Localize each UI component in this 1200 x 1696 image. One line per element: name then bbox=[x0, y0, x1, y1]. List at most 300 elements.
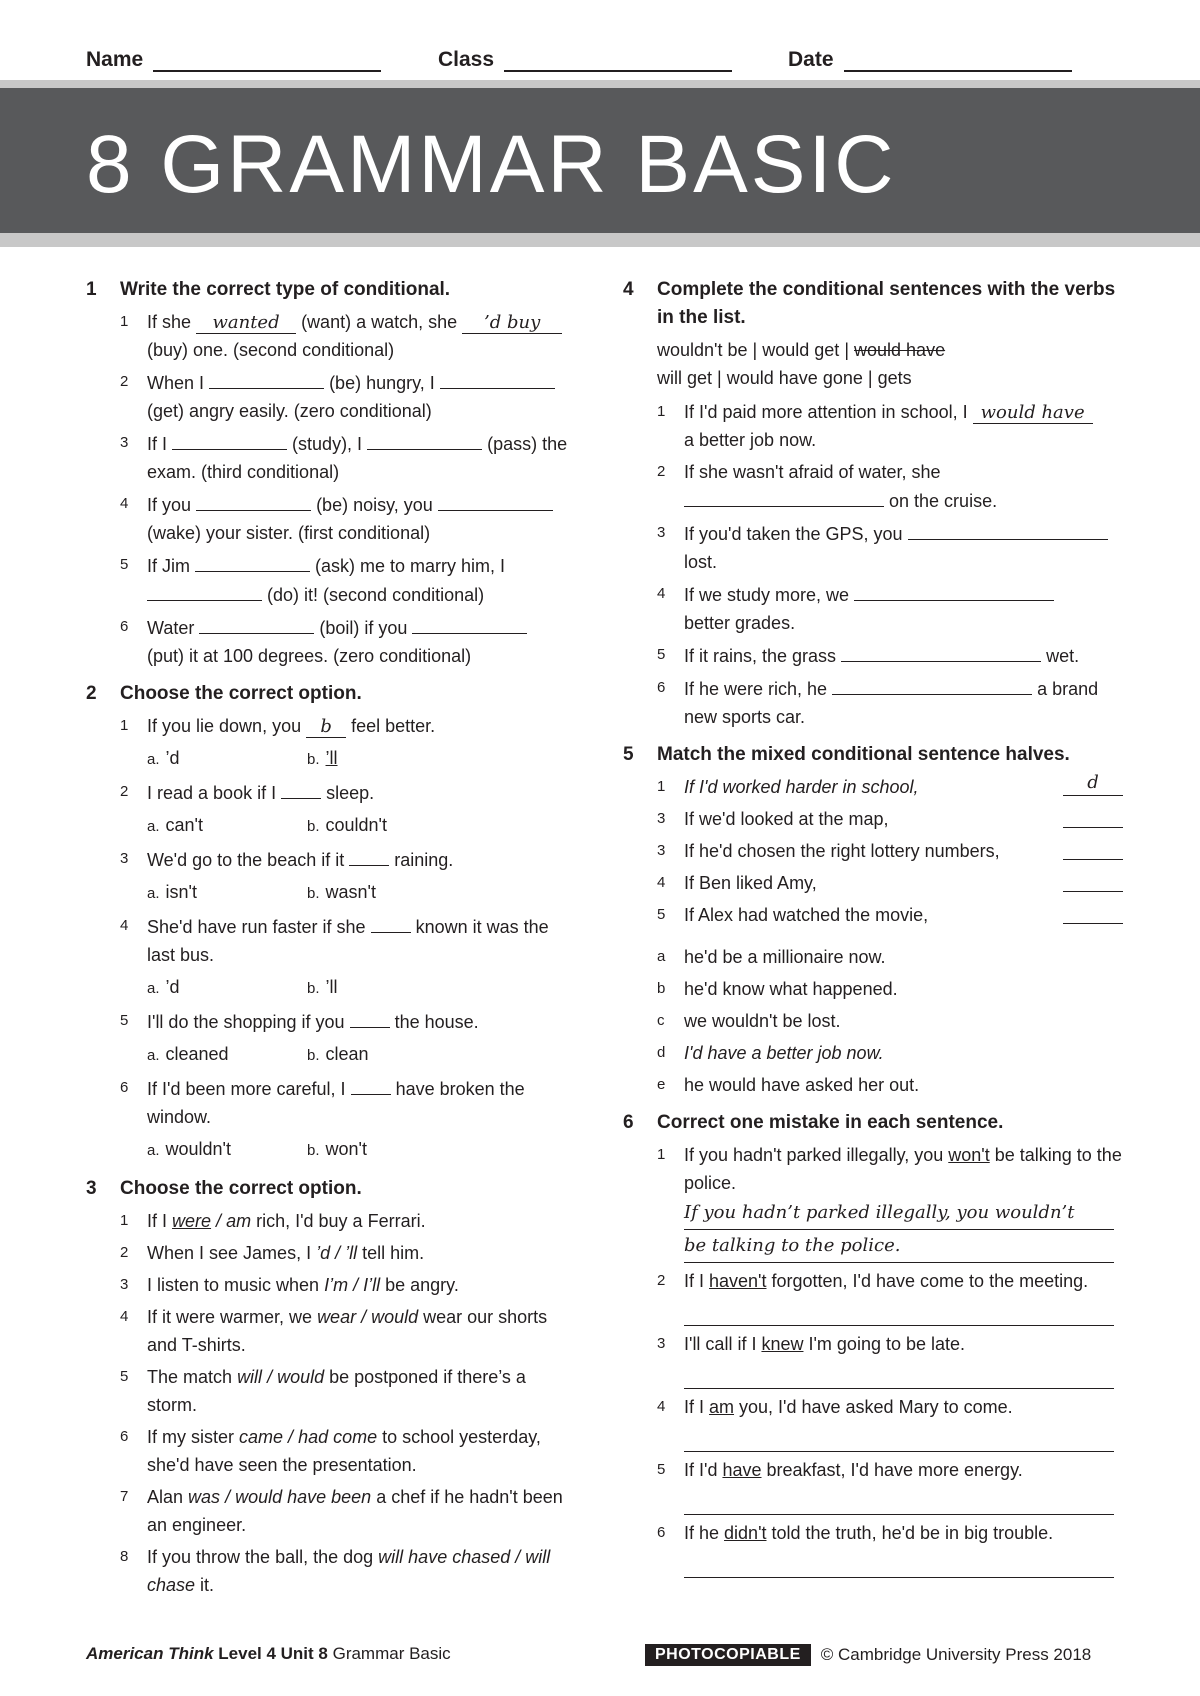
match-half bbox=[657, 975, 1123, 1003]
answer-blank[interactable]: would have bbox=[973, 403, 1093, 424]
item-text: If you bbox=[147, 495, 192, 515]
item-text: a brand new sports car. bbox=[684, 679, 1099, 727]
answer-blank[interactable] bbox=[195, 551, 310, 572]
option-letter: b. bbox=[307, 980, 320, 997]
option-letter: a. bbox=[147, 885, 160, 902]
mistake-word: have bbox=[722, 1460, 762, 1480]
option-a[interactable] bbox=[147, 811, 307, 841]
question-item bbox=[120, 1303, 576, 1359]
answer-line[interactable] bbox=[684, 1358, 1114, 1389]
page-title: 8 GRAMMAR BASIC bbox=[86, 119, 897, 210]
item-number: 6 bbox=[657, 679, 666, 696]
item-text: If she bbox=[147, 312, 192, 332]
mistake-word: haven't bbox=[709, 1271, 767, 1291]
item-text: (be) hungry, I bbox=[329, 373, 435, 393]
answer-line[interactable] bbox=[684, 1547, 1114, 1578]
option-row bbox=[120, 1135, 576, 1165]
exercise-title: Match the mixed conditional sentence halves. bbox=[657, 744, 1070, 765]
footer-copyright bbox=[645, 1644, 1091, 1666]
option-text: clean bbox=[325, 1044, 369, 1064]
item-text: a better job now. bbox=[684, 430, 817, 450]
item-text: (wake) your sister. (first conditional) bbox=[147, 523, 431, 543]
answer-blank[interactable] bbox=[209, 368, 324, 389]
word-separator: | bbox=[752, 340, 758, 360]
option-word[interactable]: came bbox=[239, 1427, 284, 1447]
copyright-text: © Cambridge University Press 2018 bbox=[820, 1645, 1092, 1664]
item-text: If he'd chosen the right lottery numbers, bbox=[684, 841, 1000, 861]
match-half bbox=[657, 1039, 1123, 1067]
class-label: Class bbox=[438, 48, 495, 71]
question-item bbox=[120, 429, 576, 486]
match-item bbox=[657, 773, 1123, 801]
option-word[interactable]: I’ll bbox=[363, 1275, 381, 1295]
item-number: 4 bbox=[120, 917, 129, 934]
item-text: (ask) me to marry him, I bbox=[315, 556, 506, 576]
answer-blank[interactable] bbox=[172, 429, 287, 450]
option-row bbox=[120, 811, 576, 841]
item-number: 5 bbox=[120, 1368, 129, 1385]
question-item bbox=[120, 778, 576, 807]
item-text: If I'd worked harder in school, bbox=[684, 777, 919, 797]
option-letter: a. bbox=[147, 818, 160, 835]
question-item bbox=[657, 1330, 1123, 1389]
item-number: 4 bbox=[657, 874, 666, 891]
question-item bbox=[120, 368, 576, 425]
exercise-3 bbox=[86, 1175, 576, 1599]
question-item bbox=[657, 458, 1123, 515]
answer-blank[interactable] bbox=[1063, 901, 1123, 924]
option-separator: / bbox=[220, 1487, 236, 1507]
question-item bbox=[120, 551, 576, 609]
word-list bbox=[657, 336, 1123, 392]
item-text: I'm going to be late. bbox=[803, 1334, 966, 1354]
option-letter: a. bbox=[147, 980, 160, 997]
item-text: wear our shorts and T-shirts. bbox=[147, 1307, 548, 1355]
word-option: will get bbox=[657, 368, 713, 388]
item-number: 4 bbox=[120, 495, 129, 512]
item-text: sleep. bbox=[326, 783, 375, 803]
option-text: ’d bbox=[165, 748, 180, 768]
option-b[interactable] bbox=[307, 973, 467, 1003]
question-item bbox=[657, 1456, 1123, 1515]
option-text: ’ll bbox=[325, 748, 338, 768]
item-text: to school yesterday, she'd have seen the presentation. bbox=[147, 1427, 541, 1475]
question-item bbox=[120, 1543, 576, 1599]
question-item bbox=[120, 1271, 576, 1299]
option-separator: / bbox=[262, 1367, 278, 1387]
item-number: 6 bbox=[120, 618, 129, 635]
option-a[interactable] bbox=[147, 744, 307, 774]
item-number: 3 bbox=[657, 1335, 666, 1352]
match-half bbox=[657, 1007, 1123, 1035]
option-b[interactable] bbox=[307, 1135, 467, 1165]
option-word[interactable]: ’ll bbox=[345, 1243, 358, 1263]
half-text: he'd be a millionaire now. bbox=[684, 947, 886, 967]
item-text: breakfast, I'd have more energy. bbox=[761, 1460, 1023, 1480]
word-option: wouldn't be bbox=[657, 340, 748, 360]
item-number: 3 bbox=[120, 434, 129, 451]
answer-blank[interactable] bbox=[350, 1007, 390, 1028]
item-text: If I'd paid more attention in school, I bbox=[684, 402, 968, 422]
item-text: The match bbox=[147, 1367, 233, 1387]
option-word[interactable]: would have been bbox=[235, 1487, 372, 1507]
option-text: wasn't bbox=[325, 882, 376, 902]
answer-blank[interactable] bbox=[841, 641, 1041, 662]
exercise-title: Write the correct type of conditional. bbox=[120, 279, 451, 300]
option-a[interactable] bbox=[147, 1135, 307, 1165]
item-text: If you'd taken the GPS, you bbox=[684, 524, 903, 544]
half-text: he would have asked her out. bbox=[684, 1075, 920, 1095]
question-item bbox=[657, 674, 1123, 731]
item-text: If we'd looked at the map, bbox=[684, 809, 889, 829]
exercise-1 bbox=[86, 276, 576, 670]
exercise-number: 4 bbox=[623, 279, 634, 300]
exercise-number: 3 bbox=[86, 1178, 97, 1199]
item-text: If I'd been more careful, I bbox=[147, 1079, 346, 1099]
item-text: wet. bbox=[1046, 646, 1080, 666]
item-text: tell him. bbox=[357, 1243, 425, 1263]
answer-blank[interactable] bbox=[199, 613, 314, 634]
question-item bbox=[657, 580, 1123, 637]
item-text: If I bbox=[684, 1271, 710, 1291]
option-text: ’ll bbox=[325, 977, 338, 997]
item-text: (study), I bbox=[292, 434, 363, 454]
answer-blank[interactable] bbox=[440, 368, 555, 389]
left-column bbox=[86, 276, 576, 1609]
option-letter: b. bbox=[307, 751, 320, 768]
item-number: 5 bbox=[120, 556, 129, 573]
item-text: If my sister bbox=[147, 1427, 235, 1447]
item-text: (pass) the exam. (third conditional) bbox=[147, 434, 568, 482]
option-text: won't bbox=[325, 1139, 367, 1159]
answer-blank[interactable] bbox=[367, 429, 482, 450]
option-letter: b. bbox=[307, 1047, 320, 1064]
answer-line[interactable]: be talking to the police. bbox=[684, 1230, 1114, 1263]
item-text: If Ben liked Amy, bbox=[684, 873, 817, 893]
question-item bbox=[120, 1423, 576, 1479]
item-number: 1 bbox=[120, 717, 129, 734]
item-text: on the cruise. bbox=[889, 491, 998, 511]
name-line[interactable] bbox=[153, 69, 381, 72]
item-text: If he were rich, he bbox=[684, 679, 828, 699]
item-text: If you hadn't parked illegally, you bbox=[684, 1145, 949, 1165]
word-separator: | bbox=[717, 368, 722, 388]
half-letter: e bbox=[657, 1076, 666, 1093]
banner-top-stripe bbox=[0, 80, 1200, 88]
answer-blank[interactable] bbox=[438, 490, 553, 511]
item-text: When I see James, I bbox=[147, 1243, 312, 1263]
item-text: We'd go to the beach if it bbox=[147, 850, 345, 870]
banner-bottom-stripe bbox=[0, 233, 1200, 247]
option-separator: / bbox=[510, 1547, 526, 1567]
match-item bbox=[657, 805, 1123, 833]
option-b[interactable] bbox=[307, 811, 467, 841]
answer-blank[interactable] bbox=[147, 580, 262, 601]
match-half bbox=[657, 943, 1123, 971]
date-line[interactable] bbox=[844, 69, 1072, 72]
answer-blank[interactable] bbox=[1063, 837, 1123, 860]
item-text: the house. bbox=[394, 1012, 479, 1032]
option-text: wouldn't bbox=[165, 1139, 231, 1159]
option-row bbox=[120, 1040, 576, 1070]
item-text: it. bbox=[195, 1575, 215, 1595]
item-text: be angry. bbox=[380, 1275, 459, 1295]
item-number: 8 bbox=[120, 1548, 129, 1565]
option-letter: a. bbox=[147, 1047, 160, 1064]
option-row bbox=[120, 878, 576, 908]
item-number: 5 bbox=[657, 646, 666, 663]
item-text: She'd have run faster if she bbox=[147, 917, 366, 937]
answer-blank[interactable] bbox=[351, 1074, 391, 1095]
option-word[interactable]: wear bbox=[317, 1307, 357, 1327]
half-letter: b bbox=[657, 980, 666, 997]
exercise-5 bbox=[623, 741, 1123, 1099]
half-text: we wouldn't be lost. bbox=[684, 1011, 841, 1031]
item-text: I'll do the shopping if you bbox=[147, 1012, 345, 1032]
question-item bbox=[120, 1074, 576, 1131]
item-text: If you lie down, you bbox=[147, 716, 302, 736]
footer-text: Grammar Basic bbox=[327, 1644, 451, 1663]
question-item bbox=[657, 398, 1123, 454]
item-number: 6 bbox=[657, 1524, 666, 1541]
exercise-number: 1 bbox=[86, 279, 97, 300]
option-letter: a. bbox=[147, 751, 160, 768]
question-item bbox=[657, 641, 1123, 670]
option-word[interactable]: ’d bbox=[316, 1243, 331, 1263]
answer-blank[interactable] bbox=[908, 519, 1108, 540]
option-word[interactable]: I’m bbox=[324, 1275, 349, 1295]
half-text: he'd know what happened. bbox=[684, 979, 898, 999]
option-separator: / bbox=[330, 1243, 346, 1263]
footer-credit bbox=[86, 1644, 451, 1664]
match-item bbox=[657, 837, 1123, 865]
answer-blank[interactable]: wanted bbox=[196, 313, 296, 334]
option-word[interactable]: would bbox=[371, 1307, 419, 1327]
match-item bbox=[657, 869, 1123, 897]
item-number: 3 bbox=[120, 850, 129, 867]
item-text: you, I'd have asked Mary to come. bbox=[734, 1397, 1013, 1417]
option-b[interactable] bbox=[307, 1040, 467, 1070]
answer-blank[interactable] bbox=[832, 674, 1032, 695]
answer-blank[interactable] bbox=[1063, 805, 1123, 828]
answer-blank[interactable] bbox=[349, 845, 389, 866]
item-text: feel better. bbox=[351, 716, 436, 736]
item-text: (be) noisy, you bbox=[316, 495, 433, 515]
item-number: 3 bbox=[657, 842, 666, 859]
question-item bbox=[657, 519, 1123, 576]
word-separator: | bbox=[844, 340, 849, 360]
option-a[interactable] bbox=[147, 1040, 307, 1070]
mistake-word: am bbox=[709, 1397, 735, 1417]
item-number: 2 bbox=[120, 373, 129, 390]
word-option: gets bbox=[877, 368, 912, 388]
item-number: 1 bbox=[657, 1146, 666, 1163]
item-number: 3 bbox=[657, 810, 666, 827]
option-word[interactable]: had come bbox=[298, 1427, 378, 1447]
exercise-number: 2 bbox=[86, 683, 97, 704]
option-word[interactable]: would bbox=[277, 1367, 325, 1387]
option-text: isn't bbox=[165, 882, 197, 902]
answer-blank[interactable] bbox=[854, 580, 1054, 601]
item-text: be postponed if there’s a storm. bbox=[147, 1367, 526, 1415]
word-separator: | bbox=[867, 368, 873, 388]
option-word[interactable]: will chase bbox=[147, 1547, 551, 1595]
item-number: 7 bbox=[120, 1488, 129, 1505]
item-text: If we study more, we bbox=[684, 585, 850, 605]
date-label: Date bbox=[788, 48, 834, 71]
item-number: 4 bbox=[657, 585, 666, 602]
item-text: (put) it at 100 degrees. (zero conditional) bbox=[147, 646, 472, 666]
item-number: 2 bbox=[657, 1272, 666, 1289]
footer-level: Level 4 Unit 8 bbox=[213, 1644, 328, 1663]
item-text: If she wasn't afraid of water, she bbox=[684, 462, 941, 482]
option-letter: a. bbox=[147, 1142, 160, 1159]
option-separator: / bbox=[211, 1211, 227, 1231]
item-text: I read a book if I bbox=[147, 783, 277, 803]
item-text: forgotten, I'd have come to the meeting. bbox=[766, 1271, 1089, 1291]
answer-blank[interactable] bbox=[281, 778, 321, 799]
option-separator: / bbox=[348, 1275, 364, 1295]
item-number: 5 bbox=[657, 1461, 666, 1478]
option-a[interactable] bbox=[147, 973, 307, 1003]
answer-blank[interactable]: ’d buy bbox=[462, 313, 562, 334]
item-number: 4 bbox=[120, 1308, 129, 1325]
exercise-title: Correct one mistake in each sentence. bbox=[657, 1112, 1004, 1133]
footer-brand: American Think bbox=[86, 1644, 214, 1663]
half-text: I'd have a better job now. bbox=[684, 1043, 884, 1063]
item-text: If I bbox=[147, 1211, 168, 1231]
item-text: If you throw the ball, the dog bbox=[147, 1547, 374, 1567]
exercise-title: Choose the correct option. bbox=[120, 683, 362, 704]
item-text: have broken the window. bbox=[147, 1079, 525, 1127]
option-text: ’d bbox=[165, 977, 180, 997]
item-number: 1 bbox=[657, 403, 666, 420]
option-text: can't bbox=[165, 815, 203, 835]
question-item bbox=[120, 912, 576, 969]
answer-blank[interactable]: b bbox=[306, 717, 346, 738]
item-number: 3 bbox=[657, 524, 666, 541]
option-word[interactable]: were bbox=[172, 1211, 212, 1231]
answer-line[interactable] bbox=[684, 1421, 1114, 1452]
option-a[interactable] bbox=[147, 878, 307, 908]
item-text: When I bbox=[147, 373, 205, 393]
exercise-2 bbox=[86, 680, 576, 1165]
item-text: If I bbox=[147, 434, 168, 454]
question-item bbox=[120, 1363, 576, 1419]
question-item bbox=[120, 613, 576, 670]
exercise-6 bbox=[623, 1109, 1123, 1578]
question-item bbox=[657, 1141, 1123, 1263]
match-half bbox=[657, 1071, 1123, 1099]
item-text: If Alex had watched the movie, bbox=[684, 905, 929, 925]
class-field bbox=[438, 48, 732, 72]
item-text: Water bbox=[147, 618, 195, 638]
option-b[interactable] bbox=[307, 878, 467, 908]
item-text: better grades. bbox=[684, 613, 796, 633]
item-text: If I'd bbox=[684, 1460, 723, 1480]
item-number: 1 bbox=[120, 1212, 129, 1229]
word-option: would get bbox=[762, 340, 840, 360]
item-text: rich, I'd buy a Ferrari. bbox=[251, 1211, 426, 1231]
item-text: raining. bbox=[394, 850, 454, 870]
item-text: If Jim bbox=[147, 556, 190, 576]
answer-blank[interactable] bbox=[412, 613, 527, 634]
question-item bbox=[120, 308, 576, 364]
item-text: If he bbox=[684, 1523, 725, 1543]
exercise-number: 5 bbox=[623, 744, 634, 765]
answer-blank[interactable] bbox=[196, 490, 311, 511]
item-text: (boil) if you bbox=[319, 618, 408, 638]
answer-line[interactable]: If you hadn’t parked illegally, you wouldn’t bbox=[684, 1197, 1114, 1230]
item-number: 3 bbox=[120, 1276, 129, 1293]
exercise-number: 6 bbox=[623, 1112, 634, 1133]
exercise-title: Choose the correct option. bbox=[120, 1178, 362, 1199]
answer-line[interactable] bbox=[684, 1484, 1114, 1515]
match-item bbox=[657, 901, 1123, 929]
item-text: If it were warmer, we bbox=[147, 1307, 313, 1327]
item-number: 5 bbox=[657, 906, 666, 923]
answer-blank[interactable] bbox=[684, 486, 884, 507]
answer-blank[interactable] bbox=[371, 912, 411, 933]
item-text: If it rains, the grass bbox=[684, 646, 837, 666]
date-field bbox=[788, 48, 1072, 72]
question-item bbox=[657, 1519, 1123, 1578]
answer-blank[interactable] bbox=[1063, 869, 1123, 892]
mistake-word: didn't bbox=[724, 1523, 767, 1543]
name-field bbox=[86, 48, 381, 72]
item-number: 4 bbox=[657, 1398, 666, 1415]
item-number: 2 bbox=[120, 783, 129, 800]
answer-line[interactable] bbox=[684, 1295, 1114, 1326]
option-row bbox=[120, 744, 576, 774]
item-number: 6 bbox=[120, 1428, 129, 1445]
item-number: 1 bbox=[120, 313, 129, 330]
item-number: 2 bbox=[120, 1244, 129, 1261]
option-letter: b. bbox=[307, 1142, 320, 1159]
item-text: Alan bbox=[147, 1487, 184, 1507]
question-item bbox=[120, 490, 576, 547]
item-number: 6 bbox=[120, 1079, 129, 1096]
half-letter: c bbox=[657, 1012, 665, 1029]
option-separator: / bbox=[356, 1307, 372, 1327]
right-column bbox=[623, 276, 1123, 1588]
item-text: If I bbox=[684, 1397, 710, 1417]
item-text: a chef if he hadn't been an engineer. bbox=[147, 1487, 563, 1535]
mistake-word: knew bbox=[761, 1334, 804, 1354]
exercise-title: Complete the conditional sentences with the verbs in the list. bbox=[657, 279, 1116, 328]
option-text: couldn't bbox=[325, 815, 387, 835]
answer-blank[interactable]: d bbox=[1063, 773, 1123, 796]
item-text: (get) angry easily. (zero conditional) bbox=[147, 401, 432, 421]
option-word[interactable]: was bbox=[188, 1487, 221, 1507]
option-letter: b. bbox=[307, 885, 320, 902]
item-text: (buy) one. (second conditional) bbox=[147, 340, 395, 360]
option-row bbox=[120, 973, 576, 1003]
item-text: I listen to music when bbox=[147, 1275, 320, 1295]
option-word[interactable]: am bbox=[226, 1211, 252, 1231]
option-b[interactable] bbox=[307, 744, 467, 774]
item-text: I'll call if I bbox=[684, 1334, 762, 1354]
half-letter: a bbox=[657, 948, 666, 965]
item-number: 1 bbox=[657, 778, 666, 795]
class-line[interactable] bbox=[504, 69, 732, 72]
word-option-used: would have bbox=[854, 340, 946, 360]
option-word[interactable]: will bbox=[237, 1367, 263, 1387]
question-item bbox=[120, 1207, 576, 1235]
exercise-4 bbox=[623, 276, 1123, 731]
option-word[interactable]: will have chased bbox=[378, 1547, 511, 1567]
item-text: told the truth, he'd be in big trouble. bbox=[766, 1523, 1054, 1543]
